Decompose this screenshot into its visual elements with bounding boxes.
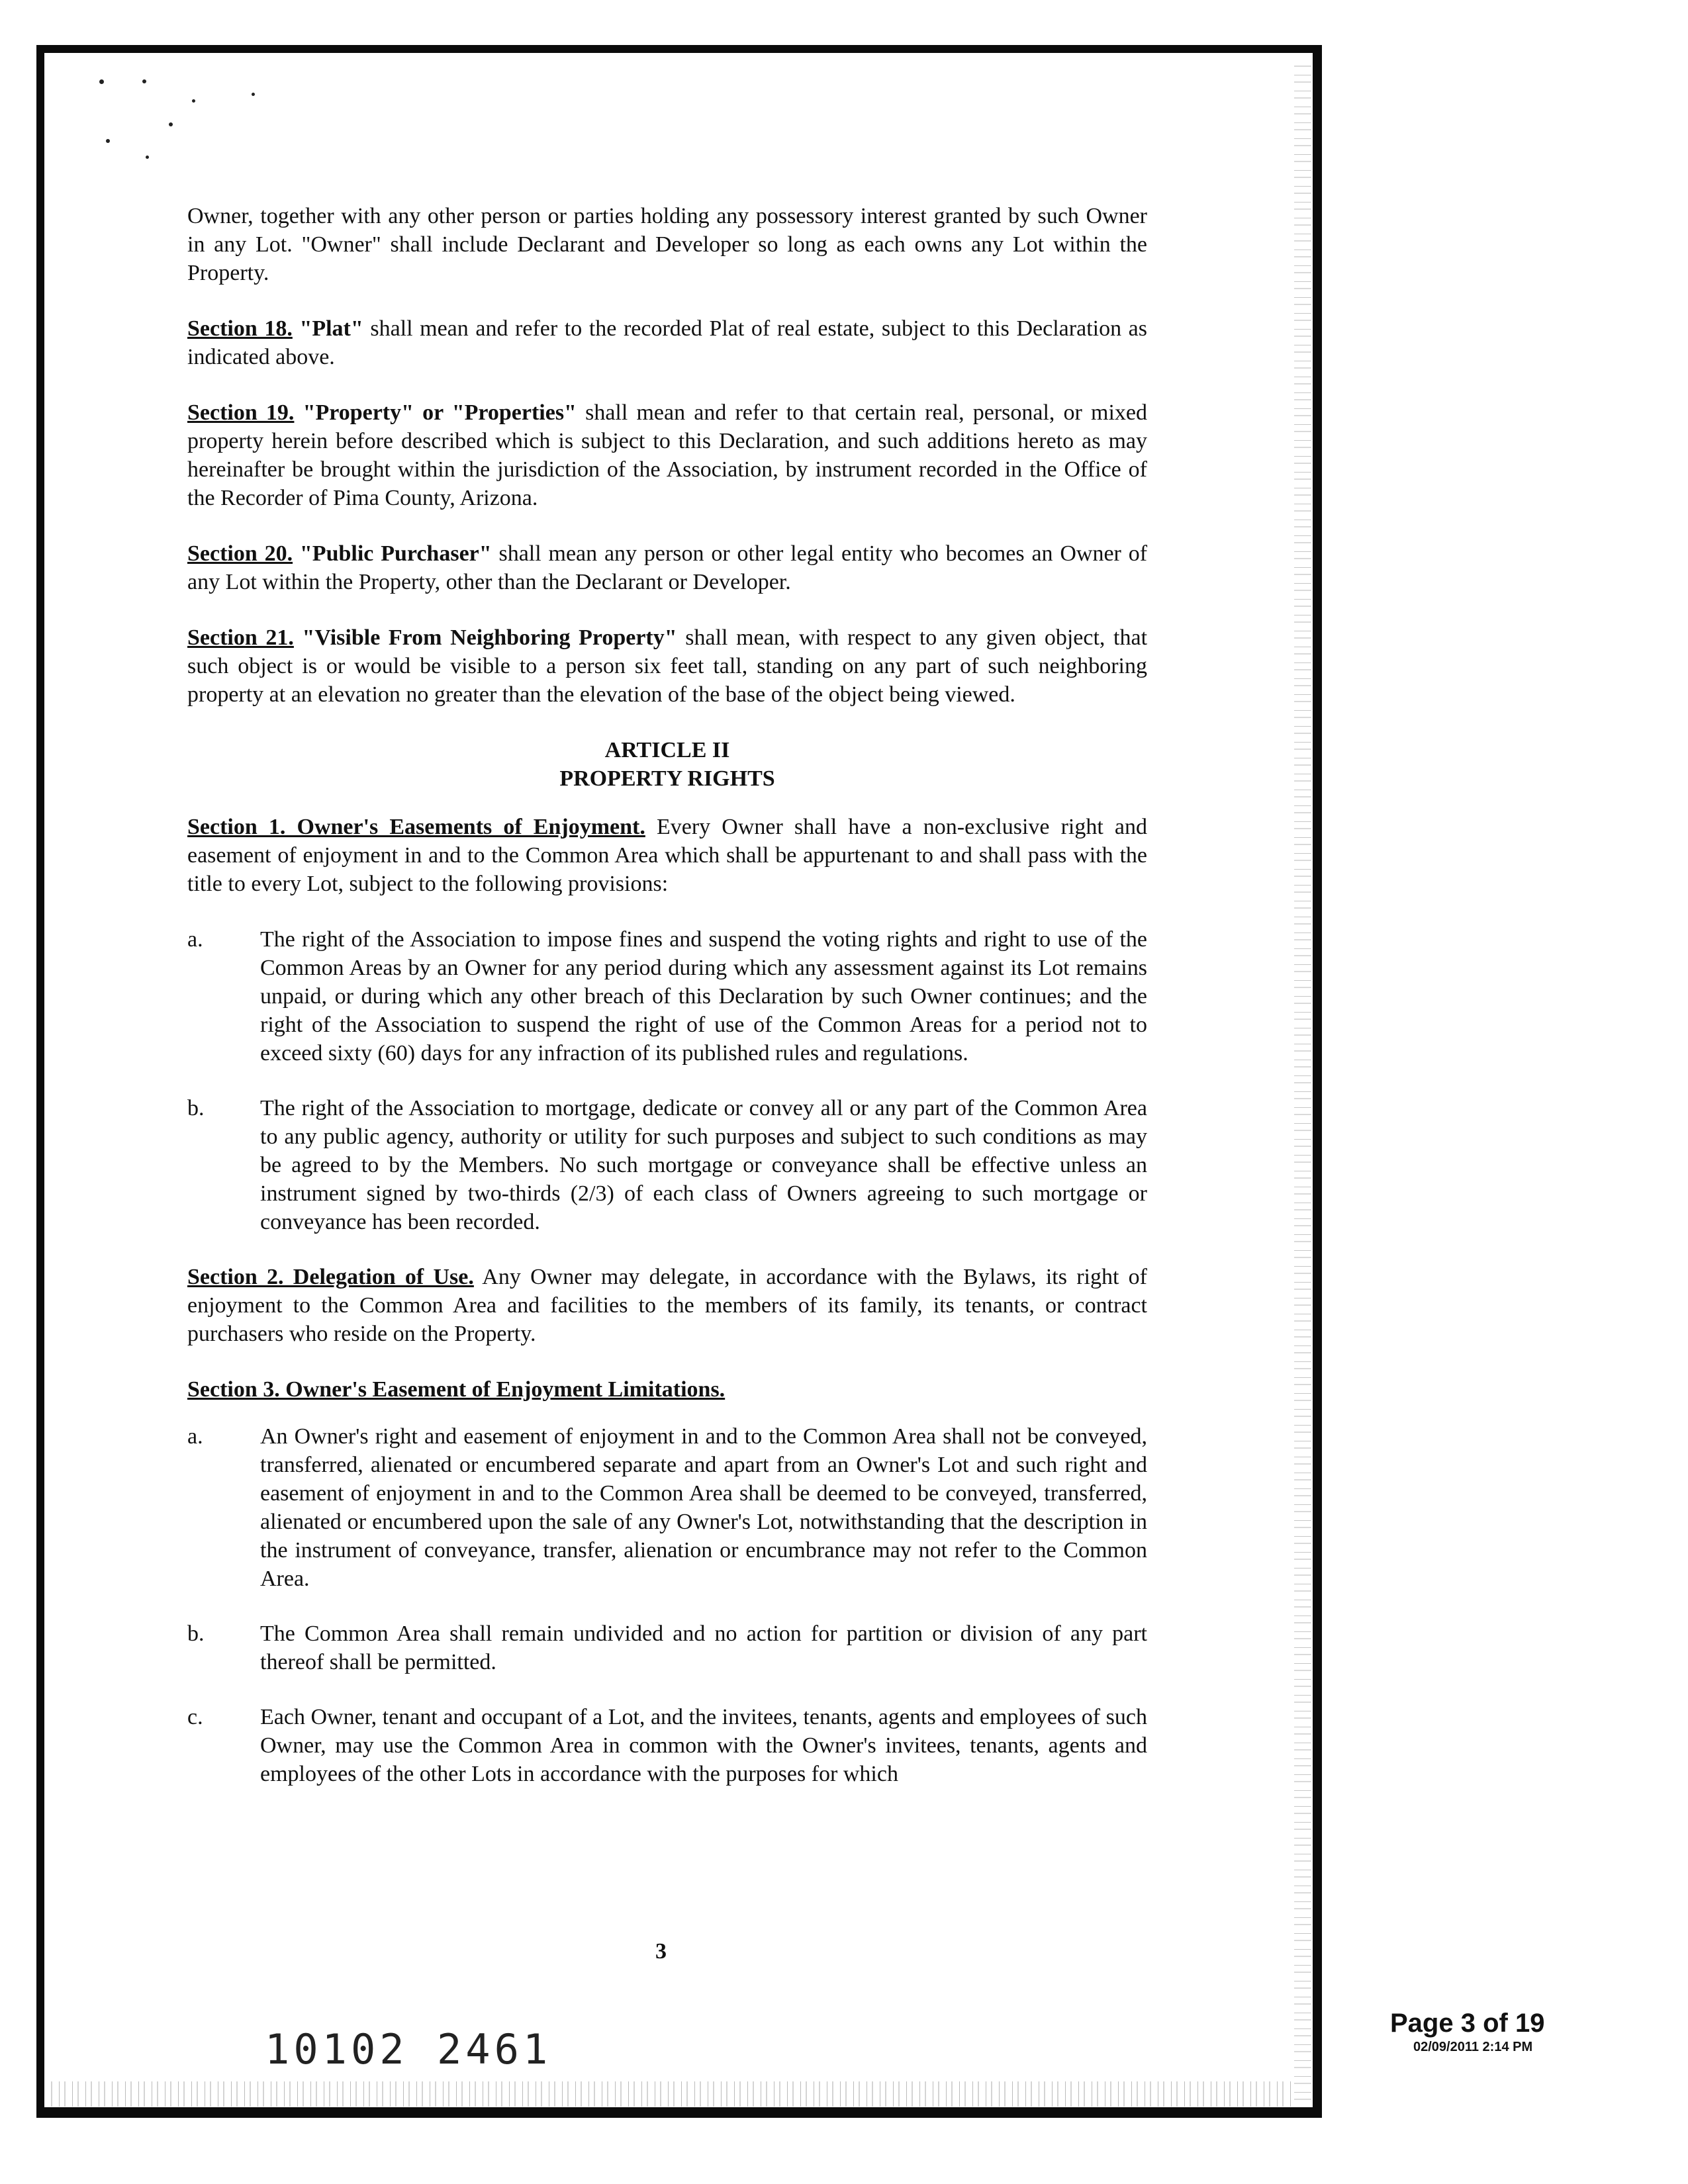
article-title: PROPERTY RIGHTS: [559, 766, 775, 791]
list-item: [187, 1619, 1147, 1676]
defined-term: "Plat": [299, 316, 363, 341]
section-text: shall mean any person or other legal entity who becomes an Owner of any Lot within the Property, other than the Declarant or Developer.: [187, 541, 1148, 594]
item-text: The right of the Association to impose fines and suspend the voting rights and right to use of the Common Areas by an Owner for any period during which any assessment against its Lot remains unpaid, or during which any other breach of this Declaration by such Owner continues; and the right of the Association to suspend the right of use of the Common Areas for a period not to exceed sixty (60) days for any infraction of its published rules and regulations.: [260, 927, 1147, 1066]
section-20: [187, 539, 1147, 596]
scan-speck: [142, 79, 146, 83]
scan-noise-right: [1294, 60, 1311, 2105]
item-text: The right of the Association to mortgage, dedicate or convey all or any part of the Common Area to any public agency, authority or utility for such purposes and subject to such conditions as may be agreed to by the Members. No such mortgage or conveyance shall be effective unless an instrument signed by two-thirds (2/3) of each class of Owners agreeing to such mortgage or conveyance has been recorded.: [260, 1096, 1147, 1234]
item-label: b.: [187, 1621, 205, 1646]
scan-speck: [99, 79, 104, 84]
section-heading: Section 20.: [187, 541, 293, 566]
scan-speck: [169, 122, 173, 126]
viewer-timestamp: 02/09/2011 2:14 PM: [1413, 2040, 1533, 2054]
list-item: [187, 1422, 1147, 1593]
section-heading: Section 19.: [187, 400, 295, 425]
article-number: ARTICLE II: [604, 738, 730, 762]
article-heading: [187, 736, 1147, 793]
list-item: [187, 1703, 1147, 1788]
section-heading: Section 18.: [187, 316, 293, 341]
section-text: shall mean and refer to that certain real, personal, or mixed property herein before described which is subject to this Declaration, and such additions hereto as may hereinafter be brought within the jurisdiction of the Association, by instrument recorded in the Office of the Recorder of Pima County, Arizona.: [187, 400, 1147, 510]
scan-speck: [146, 156, 149, 159]
item-text: An Owner's right and easement of enjoyment in and to the Common Area shall not be conveyed, transferred, alienated or encumbered separate and apart from an Owner's Lot and such right and easement of enjoyment in and to the Common Area shall be deemed to be conveyed, transferred, alienated or encumbered upon the sale of any Owner's Lot, notwithstanding that the description in the instrument of conveyance, transfer, alienation or encumbrance may not refer to the Common Area.: [260, 1424, 1147, 1591]
item-text: Each Owner, tenant and occupant of a Lot, and the invitees, tenants, agents and employees of such Owner, may use the Common Area in common with the Owner's invitees, tenants, agents and employees of the other Lots in accordance with the purposes for which: [260, 1705, 1147, 1786]
document-body: [187, 202, 1147, 1815]
defined-term: "Visible From Neighboring Property": [302, 625, 677, 650]
article2-section-1: [187, 813, 1147, 898]
section-heading: Section 2. Delegation of Use.: [187, 1265, 474, 1289]
section-text: Any Owner may delegate, in accordance with the Bylaws, its right of enjoyment to the Common Area and facilities to the members of its family, its tenants, or contract purchasers who reside on the Property.: [187, 1265, 1148, 1346]
item-label: a.: [187, 1424, 203, 1449]
section-18: [187, 314, 1147, 371]
item-text: The Common Area shall remain undivided and no action for partition or division of any part thereof shall be permitted.: [260, 1621, 1147, 1674]
defined-term: "Property" or "Properties": [303, 400, 577, 425]
article2-section-2: [187, 1263, 1147, 1348]
section-21: [187, 623, 1147, 709]
defined-term: "Public Purchaser": [299, 541, 492, 566]
section-heading: Section 21.: [187, 625, 294, 650]
section-text: Every Owner shall have a non-exclusive right and easement of enjoyment in and to the Common Area which shall be appurtenant to and shall pass with the title to every Lot, subject to the following provisions:: [187, 815, 1148, 896]
viewer-page-label: Page 3 of 19: [1390, 2009, 1545, 2038]
item-label: c.: [187, 1705, 203, 1729]
intro-paragraph: Owner, together with any other person or parties holding any possessory interest granted by such Owner in any Lot. "Owner" shall include Declarant and Developer so long as each owns any Lot within the Property.: [187, 204, 1147, 285]
article2-section-3: [187, 1375, 1147, 1404]
section-heading: Section 1. Owner's Easements of Enjoyment.: [187, 815, 645, 839]
section-text: shall mean, with respect to any given object, that such object is or would be visible to a person six feet tall, standing on any part of such neighboring property at an elevation no greater than the elevation of the base of the object being viewed.: [187, 625, 1148, 707]
recording-stamp: 10102 2461: [265, 2025, 552, 2073]
section-19: [187, 398, 1147, 512]
item-label: a.: [187, 927, 203, 952]
list-item: [187, 925, 1147, 1068]
scan-speck: [106, 139, 110, 143]
section-heading: Section 3. Owner's Easement of Enjoyment Limitations.: [187, 1377, 726, 1402]
list-item: [187, 1094, 1147, 1236]
item-label: b.: [187, 1096, 205, 1120]
scan-speck: [252, 93, 255, 96]
page-number: 3: [655, 1939, 667, 1964]
section-text: shall mean and refer to the recorded Plat of real estate, subject to this Declaration as indicated above.: [187, 316, 1147, 369]
scan-noise-bottom: [46, 2081, 1291, 2107]
scan-speck: [192, 99, 195, 103]
